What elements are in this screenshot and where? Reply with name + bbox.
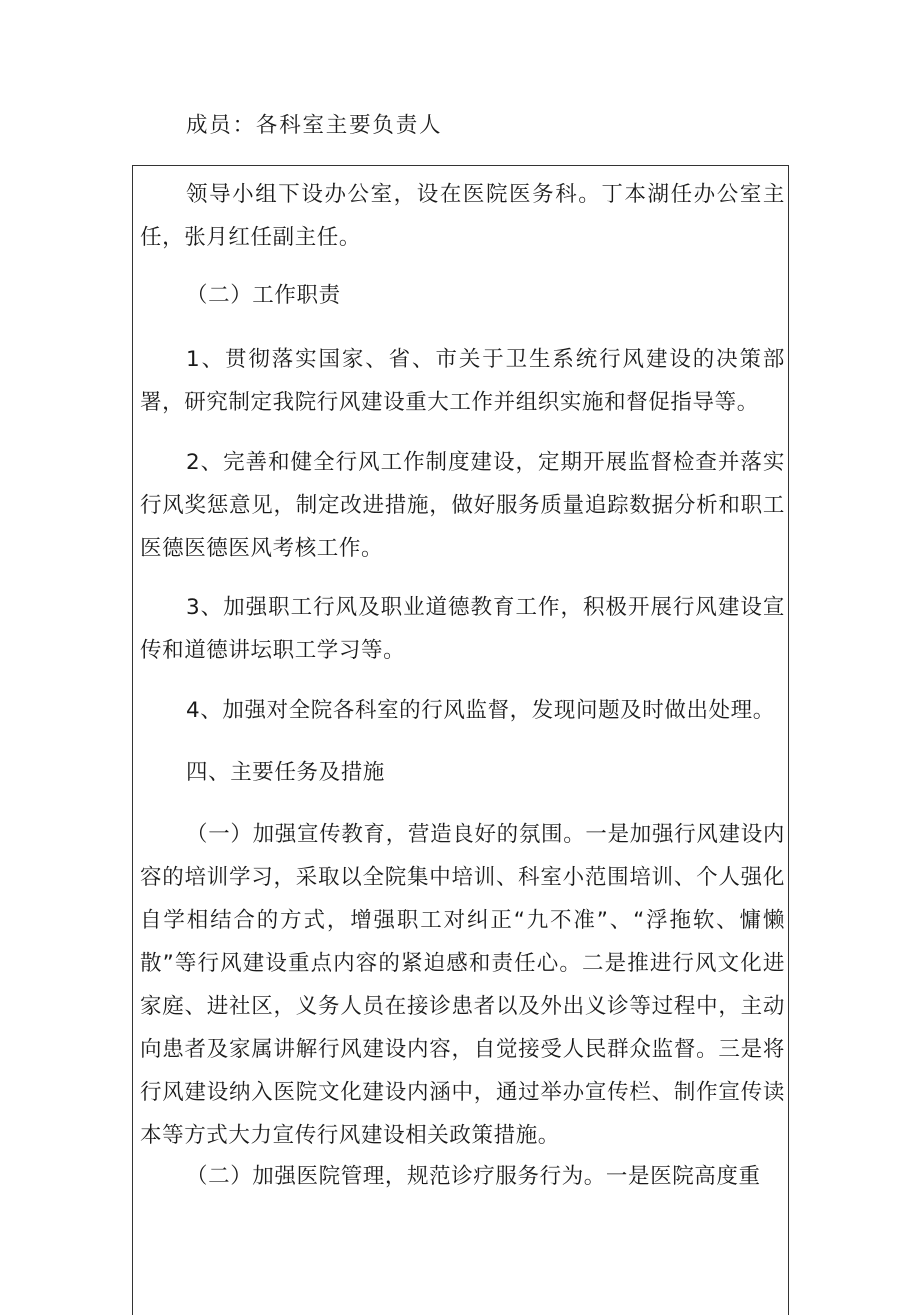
duty-item-2: 2、完善和健全行风工作制度建设，定期开展监督检查并落实行风奖惩意见，制定改进措施，做好服务质量追踪数据分析和职工医德医德医风考核工作。 — [140, 450, 785, 561]
office-paragraph: 领导小组下设办公室，设在医院医务科。丁本湖任办公室主任，张月红任副主任。 — [140, 182, 785, 250]
duty-item-4: 4、加强对全院各科室的行风监督，发现问题及时做出处理。 — [186, 698, 775, 723]
members-line: 成员：各科室主要负责人 — [186, 113, 443, 138]
duty-item-3: 3、加强职工行风及职业道德教育工作，积极开展行风建设宣传和道德讲坛职工学习等。 — [140, 595, 785, 663]
section-heading-tasks: 四、主要任务及措施 — [186, 760, 385, 785]
duty-item-1: 1、贯彻落实国家、省、市关于卫生系统行风建设的决策部署，研究制定我院行风建设重大工作并组织实施和督促指导等。 — [140, 347, 785, 415]
document-frame — [132, 165, 789, 1315]
task-paragraph-1: （一）加强宣传教育，营造良好的氛围。一是加强行风建设内容的培训学习，采取以全院集中培训、科室小范围培训、个人强化自学相结合的方式，增强职工对纠正“九不准”、“浮拖软、慵懒散”等行风建设重点内容的紧迫感和责任心。二是推进行风文化进家庭、进社区，义务人员在接诊患者以及外出义诊等过程中，主动向患者及家属讲解行风建设内容，自觉接受人民群众监督。三是将行风建设纳入医院文化建设内涵中，通过举办宣传栏、制作宣传读本等方式大力宣传行风建设相关政策措施。 — [140, 822, 785, 1148]
section-heading-duties: （二）工作职责 — [186, 283, 341, 308]
task-paragraph-2: （二）加强医院管理，规范诊疗服务行为。一是医院高度重 — [186, 1164, 761, 1189]
